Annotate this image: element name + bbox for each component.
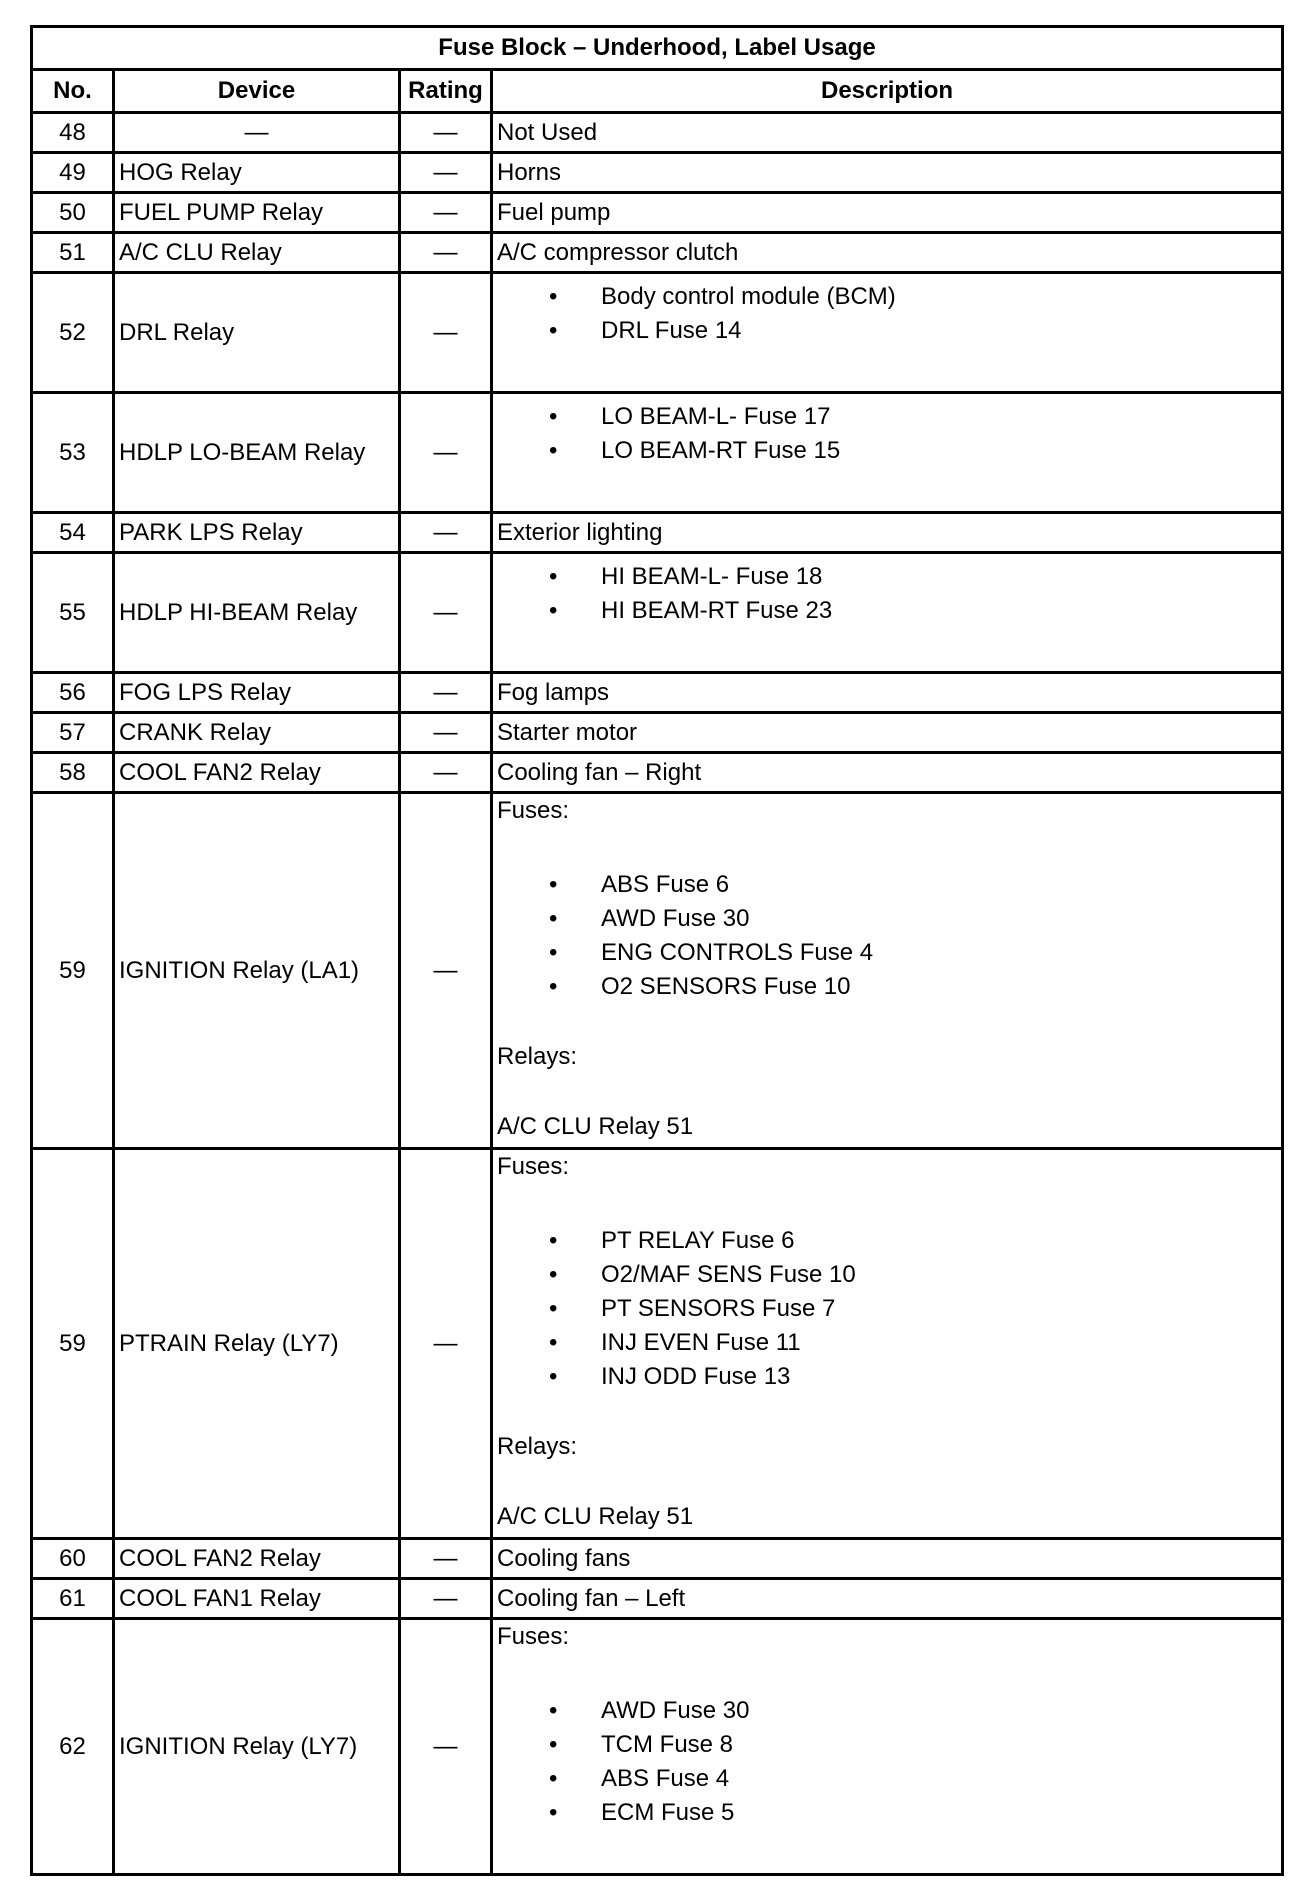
row-description <box>492 793 1283 1149</box>
row-rating: — <box>400 273 492 393</box>
bullet-list <box>497 554 1281 628</box>
table-row <box>32 673 1283 713</box>
list-item: • TCM Fuse 8 <box>497 1728 1281 1762</box>
row-device: COOL FAN2 Relay <box>114 753 400 793</box>
bullet-list <box>497 394 1281 468</box>
row-no: 57 <box>32 713 114 753</box>
row-description: A/C compressor clutch <box>492 233 1283 273</box>
relay-item: A/C CLU Relay 51 <box>497 1113 694 1140</box>
row-no: 52 <box>32 273 114 393</box>
row-no: 55 <box>32 553 114 673</box>
fuses-label: Fuses: <box>497 797 570 824</box>
relays-label: Relays: <box>497 1433 578 1460</box>
row-no: 59 <box>32 793 114 1149</box>
row-rating: — <box>400 793 492 1149</box>
row-no: 50 <box>32 193 114 233</box>
row-rating: — <box>400 713 492 753</box>
row-device: COOL FAN2 Relay <box>114 1539 400 1579</box>
table-row <box>32 193 1283 233</box>
header-description: Description <box>492 70 1283 113</box>
table-row <box>32 753 1283 793</box>
row-description: Fuel pump <box>492 193 1283 233</box>
list-item: • O2/MAF SENS Fuse 10 <box>497 1258 1281 1292</box>
list-item: • DRL Fuse 14 <box>497 314 1281 348</box>
table-row <box>32 113 1283 153</box>
row-device: PARK LPS Relay <box>114 513 400 553</box>
row-rating: — <box>400 1149 492 1539</box>
bullet-list <box>497 1224 1281 1394</box>
row-description <box>492 1149 1283 1539</box>
list-item: • INJ EVEN Fuse 11 <box>497 1326 1281 1360</box>
row-device: FOG LPS Relay <box>114 673 400 713</box>
row-description <box>492 553 1283 673</box>
list-item: • HI BEAM-L- Fuse 18 <box>497 560 1281 594</box>
table-row <box>32 1619 1283 1875</box>
row-description <box>492 273 1283 393</box>
row-no: 51 <box>32 233 114 273</box>
header-no: No. <box>32 70 114 113</box>
row-device: COOL FAN1 Relay <box>114 1579 400 1619</box>
row-no: 61 <box>32 1579 114 1619</box>
row-device: HDLP LO-BEAM Relay <box>114 393 400 513</box>
list-item: • AWD Fuse 30 <box>497 1694 1281 1728</box>
table-row <box>32 553 1283 673</box>
list-item: • Body control module (BCM) <box>497 280 1281 314</box>
row-description: Cooling fans <box>492 1539 1283 1579</box>
row-description: Cooling fan – Left <box>492 1579 1283 1619</box>
header-device: Device <box>114 70 400 113</box>
row-no: 58 <box>32 753 114 793</box>
row-rating: — <box>400 233 492 273</box>
table-row <box>32 1579 1283 1619</box>
table-row <box>32 713 1283 753</box>
row-rating: — <box>400 153 492 193</box>
table-row <box>32 793 1283 1149</box>
row-no: 62 <box>32 1619 114 1875</box>
fuse-table-frame <box>30 25 1284 1876</box>
list-item: • ENG CONTROLS Fuse 4 <box>497 936 1281 970</box>
row-description: Not Used <box>492 113 1283 153</box>
bullet-list <box>497 868 1281 1004</box>
row-description: Fog lamps <box>492 673 1283 713</box>
fuse-table <box>30 25 1284 1876</box>
bullet-list <box>497 274 1281 348</box>
fuses-label: Fuses: <box>497 1623 570 1650</box>
row-no: 54 <box>32 513 114 553</box>
list-item: • INJ ODD Fuse 13 <box>497 1360 1281 1394</box>
row-no: 53 <box>32 393 114 513</box>
row-description: Cooling fan – Right <box>492 753 1283 793</box>
list-item: • AWD Fuse 30 <box>497 902 1281 936</box>
row-rating: — <box>400 553 492 673</box>
row-device: — <box>114 113 400 153</box>
row-device: HDLP HI-BEAM Relay <box>114 553 400 673</box>
row-rating: — <box>400 1619 492 1875</box>
table-row <box>32 513 1283 553</box>
row-rating: — <box>400 753 492 793</box>
list-item: • LO BEAM-RT Fuse 15 <box>497 434 1281 468</box>
row-device: HOG Relay <box>114 153 400 193</box>
row-rating: — <box>400 1539 492 1579</box>
row-rating: — <box>400 113 492 153</box>
row-rating: — <box>400 673 492 713</box>
relay-item: A/C CLU Relay 51 <box>497 1503 694 1530</box>
relays-label: Relays: <box>497 1043 578 1070</box>
row-rating: — <box>400 393 492 513</box>
table-row <box>32 1539 1283 1579</box>
list-item: • O2 SENSORS Fuse 10 <box>497 970 1281 1004</box>
list-item: • HI BEAM-RT Fuse 23 <box>497 594 1281 628</box>
row-description: Horns <box>492 153 1283 193</box>
row-no: 56 <box>32 673 114 713</box>
list-item: • ABS Fuse 6 <box>497 868 1281 902</box>
row-description <box>492 1619 1283 1875</box>
header-rating: Rating <box>400 70 492 113</box>
table-row <box>32 273 1283 393</box>
row-device: IGNITION Relay (LA1) <box>114 793 400 1149</box>
row-no: 60 <box>32 1539 114 1579</box>
row-no: 49 <box>32 153 114 193</box>
row-description: Exterior lighting <box>492 513 1283 553</box>
list-item: • PT SENSORS Fuse 7 <box>497 1292 1281 1326</box>
table-row <box>32 233 1283 273</box>
row-device: CRANK Relay <box>114 713 400 753</box>
row-device: FUEL PUMP Relay <box>114 193 400 233</box>
fuses-label: Fuses: <box>497 1153 570 1180</box>
list-item: • ECM Fuse 5 <box>497 1796 1281 1830</box>
row-description <box>492 393 1283 513</box>
row-device: A/C CLU Relay <box>114 233 400 273</box>
row-rating: — <box>400 193 492 233</box>
bullet-list <box>497 1694 1281 1830</box>
list-item: • LO BEAM-L- Fuse 17 <box>497 400 1281 434</box>
row-rating: — <box>400 513 492 553</box>
table-row <box>32 1149 1283 1539</box>
row-no: 48 <box>32 113 114 153</box>
list-item: • PT RELAY Fuse 6 <box>497 1224 1281 1258</box>
table-row <box>32 393 1283 513</box>
row-device: PTRAIN Relay (LY7) <box>114 1149 400 1539</box>
row-device: DRL Relay <box>114 273 400 393</box>
list-item: • ABS Fuse 4 <box>497 1762 1281 1796</box>
table-title: Fuse Block – Underhood, Label Usage <box>32 27 1283 70</box>
row-description: Starter motor <box>492 713 1283 753</box>
table-row <box>32 153 1283 193</box>
row-rating: — <box>400 1579 492 1619</box>
row-device: IGNITION Relay (LY7) <box>114 1619 400 1875</box>
row-no: 59 <box>32 1149 114 1539</box>
